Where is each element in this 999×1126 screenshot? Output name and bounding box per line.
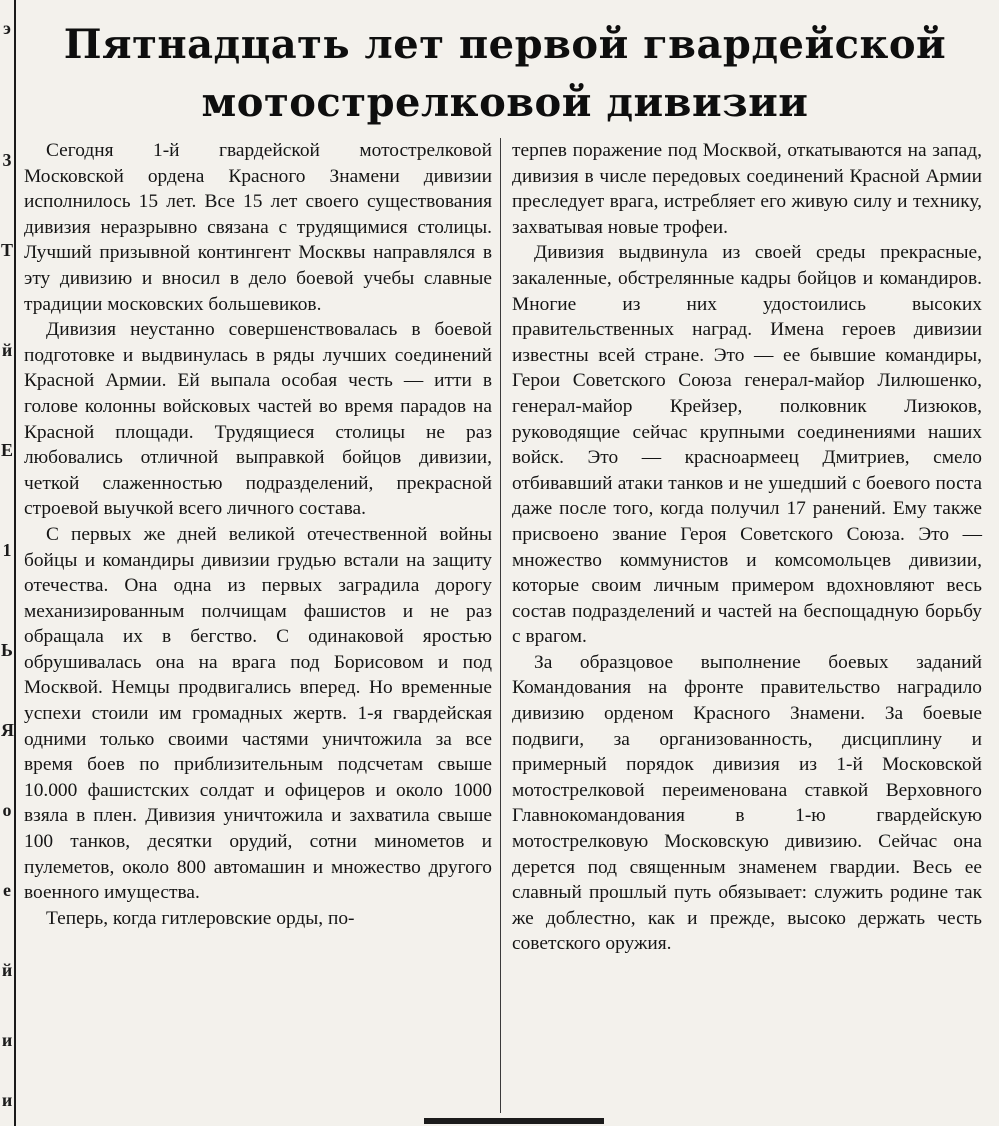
article-paragraph: терпев поражение под Москвой, откатываются на запад, дивизия в числе передовых соединений Красной Армии преследует врага, истребляет его живую силу и технику, захватывая новые трофеи.: [512, 140, 982, 238]
headline-line-1: Пятнадцать лет первой гвардейской: [63, 21, 947, 68]
margin-char: й: [1, 960, 13, 980]
margin-char: Я: [1, 720, 14, 740]
article-paragraph: С первых же дней великой отечественной войны бойцы и командиры дивизии грудью встали на защиту отечества. Она одна из первых заградила дорогу механизированным полчищам фашистов и не раз обращала их в бегство. С одинаковой яростью обрушивалась она на врага под Борисовом и под Москвой. Немцы продвигались вперед. Но временные успехи стоили им громадных жертв. 1-я гвардейская одними только своими частями уничтожила за все время боев по приблизительным подсчетам свыше 10.000 фашистских солдат и офицеров и около 1000 взяла в плен. Дивизия уничтожила и захватила свыше 100 танков, десятки орудий, сотни минометов и пулеметов, около 800 автомашин и множество другого военного имущества.: [24, 523, 492, 904]
margin-char: Е: [1, 440, 14, 460]
article-paragraph: Теперь, когда гитлеровские орды, по-: [46, 907, 355, 929]
article-paragraph: За образцовое выполнение боевых заданий Командования на фронте правительство наградило дивизию орденом Красного Знамени. За боевые подвиги, за организованность, дисциплину и примерный порядок дивизия из 1-й Московской мотострелковой переименована ставкой Верховного Главнокомандования в 1-ю гвардейскую мотострелковую Московскую дивизию. Сейчас она дерется под священным знаменем гвардии. Весь ее славный прошлый путь обязывает: служить родине так же доблестно, как и прежде, высоко держать честь советского оружия.: [512, 651, 982, 955]
headline-line-2: мотострелковой дивизии: [201, 79, 809, 126]
margin-char: Т: [1, 240, 14, 260]
margin-char: 3: [2, 150, 12, 170]
article-paragraph: Дивизия неустанно совершенствовалась в боевой подготовке и выдвинулась в ряды лучших соединений Красной Армии. Ей выпала особая честь — итти в голове колонны войсковых частей во время парадов на Красной площади. Трудящиеся столицы не раз любовались отличной выправкой бойцов дивизии, четкой слаженностью подразделений, прекрасной строевой выучкой всего личного состава.: [24, 319, 492, 520]
article-paragraph: Дивизия выдвинула из своей среды прекрасные, закаленные, обстрелянные кадры бойцов и командиров. Многие из них удостоились высоких правительственных наград. Имена героев дивизии известны всей стране. Это — ее бывшие командиры, Герои Советского Союза генерал-майор Лилюшенко, генерал-майор Крейзер, полковник Лизюков, руководящие сейчас крупными соединениями наших войск. Это — красноармеец Дмитриев, смело отбивавший атаки танков и не ушедший с боевого поста даже после того, когда получил 17 ранений. Ему также присвоено звание Героя Советского Союза. Это — множество коммунистов и комсомольцев дивизии, которые своим личным примером вдохновляют весь состав подразделений и частей на беспощадную борьбу с врагом.: [512, 242, 982, 648]
margin-char: е: [3, 880, 11, 900]
margin-char: Ь: [1, 640, 13, 660]
bottom-rule: [424, 1118, 604, 1124]
margin-char: 1: [2, 540, 12, 560]
left-margin-strip: [0, 0, 16, 1126]
margin-char: э: [3, 18, 11, 38]
article-column-right: [512, 138, 982, 1098]
margin-char: и: [1, 1030, 13, 1050]
margin-char: й: [1, 340, 13, 360]
margin-char: и: [1, 1090, 13, 1110]
article-headline: [30, 16, 980, 132]
article-column-left: [24, 138, 492, 1098]
column-divider: [500, 138, 501, 1113]
margin-char: о: [2, 800, 12, 820]
article-paragraph: Сегодня 1-й гвардейской мотострелковой Московской ордена Красного Знамени дивизии исполнилось 15 лет. Все 15 лет своего существования дивизия неразрывно связана с трудящимися столицы. Лучший призывной контингент Москвы направлялся в эту дивизию и вносил в дело боевой учебы славные традиции московских большевиков.: [24, 140, 492, 315]
